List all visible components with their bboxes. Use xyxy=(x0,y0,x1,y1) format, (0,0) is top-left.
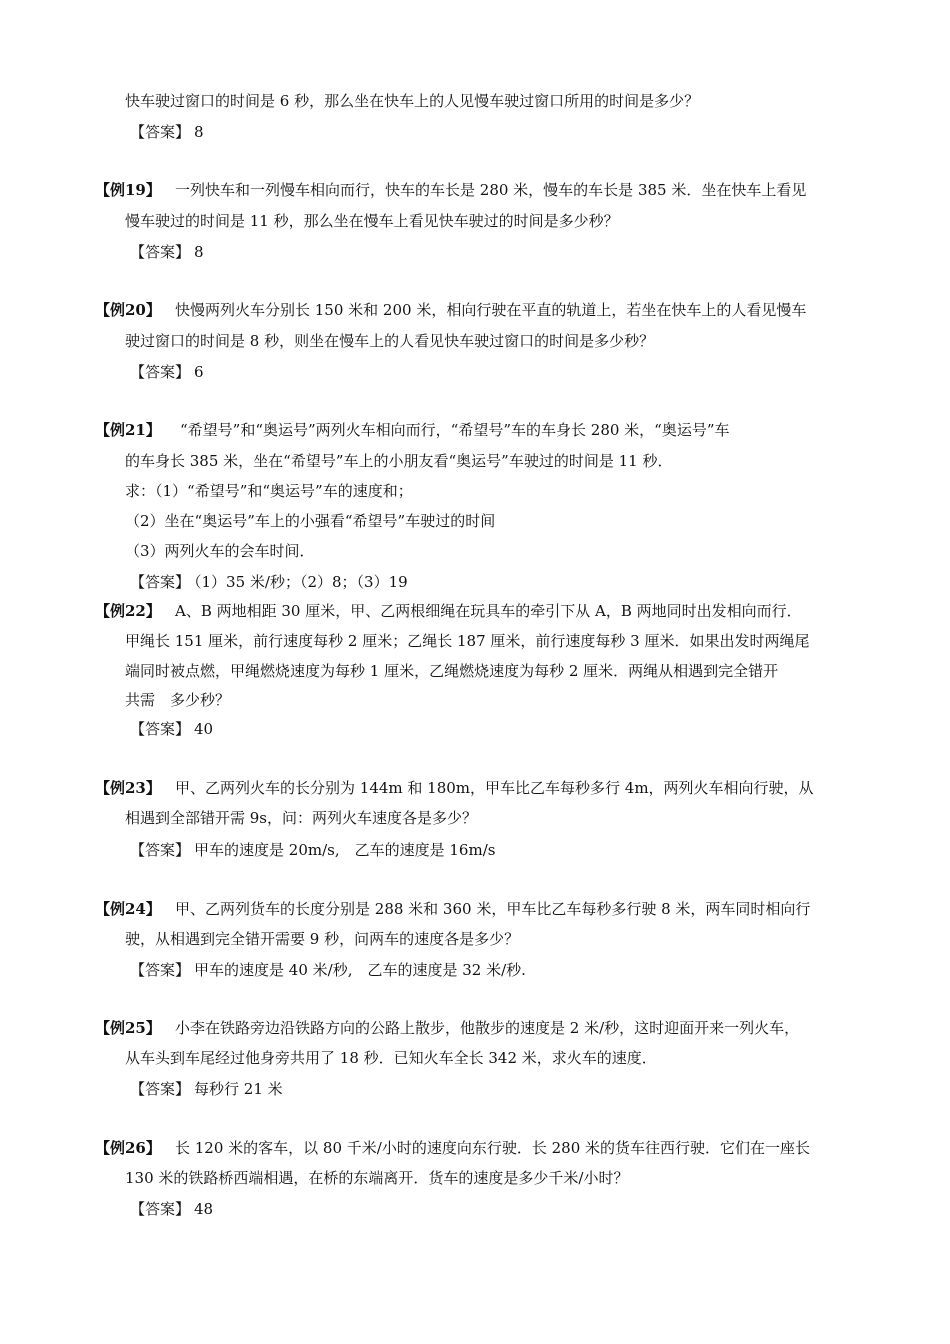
answer-label: 【答案】 xyxy=(130,363,191,381)
problem-text-line: 相遇到全部错开需 9s，问：两列火车速度各是多少？ xyxy=(125,809,478,827)
problem-text-line: 长 120 米的客车，以 80 千米/小时的速度向东行驶．长 280 米的货车往西行驶．它们在一座长 xyxy=(175,1139,811,1157)
answer-value: 8 xyxy=(194,123,204,141)
answer-label: 【答案】 xyxy=(130,841,191,859)
problem-text-line: 驶，从相遇到完全错开需要 9 秒，问两车的速度各是多少？ xyxy=(125,930,520,948)
answer-line xyxy=(130,719,213,739)
problem-text-line: （2）坐在“奥运号”车上的小强看“希望号”车驶过的时间 xyxy=(125,512,496,530)
answer-line xyxy=(130,122,204,142)
problem-text-line: “希望号”和“奥运号”两列火车相向而行，“希望号”车的车身长 280 米，“奥运号”车 xyxy=(180,421,730,439)
problem-text-line: 一列快车和一列慢车相向而行，快车的车长是 280 米，慢车的车长是 385 米．坐在快车上看见 xyxy=(175,181,807,199)
answer-line xyxy=(130,1199,213,1219)
problem-text-line: 慢车驶过的时间是 11 秒，那么坐在慢车上看见快车驶过的时间是多少秒？ xyxy=(125,212,619,230)
answer-label: 【答案】 xyxy=(130,123,191,141)
example-tag: 【例21】 xyxy=(95,421,161,439)
answer-label: 【答案】 xyxy=(130,720,191,738)
example-tag: 【例24】 xyxy=(95,900,161,918)
problem-text-line: 甲绳长 151 厘米，前行速度每秒 2 厘米；乙绳长 187 厘米，前行速度每秒 3 厘米．如果出发时两绳尾 xyxy=(125,632,810,650)
example-tag: 【例25】 xyxy=(95,1019,161,1037)
answer-value: 6 xyxy=(194,363,204,381)
example-tag: 【例22】 xyxy=(95,602,161,620)
answer-value: 甲车的速度是 40 米/秒, 乙车的速度是 32 米/秒. xyxy=(194,961,526,979)
answer-line xyxy=(130,1079,283,1099)
answer-label: 【答案】 xyxy=(130,1080,191,1098)
problem-text-line: 共需 多少秒？ xyxy=(125,691,231,709)
answer-line xyxy=(130,242,204,262)
problem-text-line: 甲、乙两列货车的长度分别是 288 米和 360 米，甲车比乙车每秒多行驶 8 米，两车同时相向行 xyxy=(175,900,811,918)
answer-label: 【答案】 xyxy=(130,961,191,979)
answer-value: 40 xyxy=(194,720,214,738)
answer-line xyxy=(130,572,408,592)
problem-text-line: 130 米的铁路桥西端相遇，在桥的东端离开．货车的速度是多少千米/小时？ xyxy=(125,1169,629,1187)
answer-label: 【答案】 xyxy=(130,573,191,591)
answer-value: （1）35 米/秒；（2）8；（3）19 xyxy=(194,573,408,591)
problem-text-line: 快慢两列火车分别长 150 米和 200 米，相向行驶在平直的轨道上，若坐在快车上的人看见慢车 xyxy=(175,301,807,319)
answer-label: 【答案】 xyxy=(130,243,191,261)
answer-value: 每秒行 21 米 xyxy=(194,1080,283,1098)
answer-line xyxy=(130,362,204,382)
answer-label: 【答案】 xyxy=(130,1200,191,1218)
problem-text-line: 驶过窗口的时间是 8 秒，则坐在慢车上的人看见快车驶过窗口的时间是多少秒？ xyxy=(125,332,655,350)
problem-text-line: 快车驶过窗口的时间是 6 秒，那么坐在快车上的人见慢车驶过窗口所用的时间是多少？ xyxy=(125,92,700,110)
example-tag: 【例19】 xyxy=(95,181,161,199)
problem-text-line: 从车头到车尾经过他身旁共用了 18 秒．已知火车全长 342 米，求火车的速度． xyxy=(125,1049,657,1067)
answer-value: 48 xyxy=(194,1200,214,1218)
problem-text-line: A、B 两地相距 30 厘米，甲、乙两根细绳在玩具车的牵引下从 A，B 两地同时出发相向而行． xyxy=(175,602,802,620)
problem-text-line: 甲、乙两列火车的长分别为 144m 和 180m，甲车比乙车每秒多行 4m，两列火车相向行驶，从 xyxy=(175,779,814,797)
problem-text-line: 端同时被点燃，甲绳燃烧速度为每秒 1 厘米，乙绳燃烧速度为每秒 2 厘米．两绳从相遇到完全错开 xyxy=(125,662,779,680)
answer-line xyxy=(130,960,526,980)
problem-text-line: 的车身长 385 米，坐在“希望号”车上的小朋友看“奥运号”车驶过的时间是 11 秒． xyxy=(125,452,673,470)
example-tag: 【例20】 xyxy=(95,301,161,319)
example-tag: 【例26】 xyxy=(95,1139,161,1157)
example-tag: 【例23】 xyxy=(95,779,161,797)
answer-value: 甲车的速度是 20m/s, 乙车的速度是 16m/s xyxy=(194,841,496,859)
problem-text-line: （3）两列火车的会车时间． xyxy=(125,542,315,560)
problem-text-line: 求：（1）“希望号”和“奥运号”车的速度和； xyxy=(125,482,413,500)
answer-line xyxy=(130,840,495,860)
problem-text-line: 小李在铁路旁边沿铁路方向的公路上散步，他散步的速度是 2 米/秒，这时迎面开来一列火车， xyxy=(175,1019,800,1037)
answer-value: 8 xyxy=(194,243,204,261)
